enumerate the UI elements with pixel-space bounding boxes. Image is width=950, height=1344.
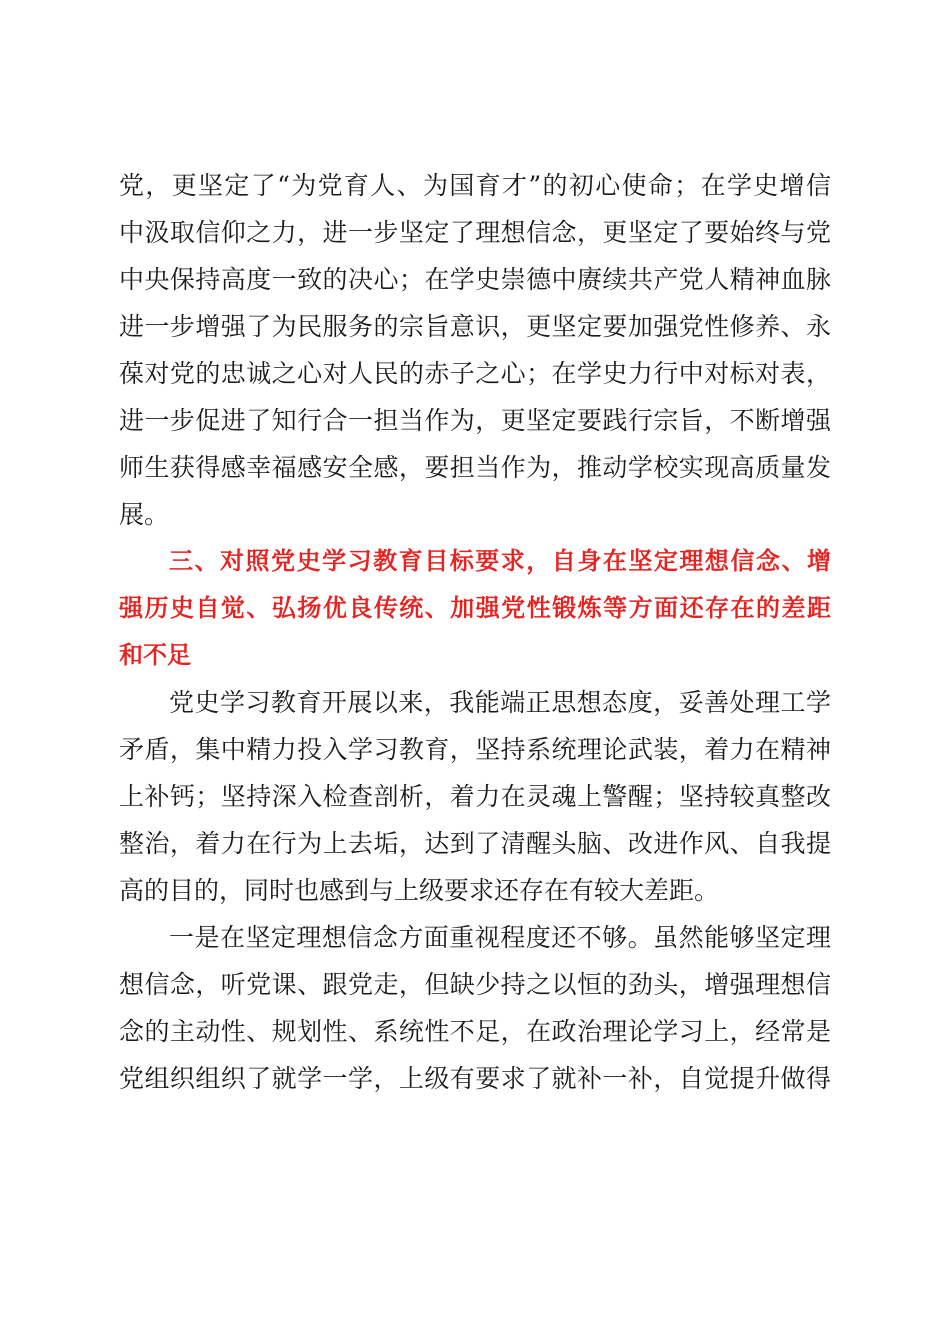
text-line: 党史学习教育开展以来，我能端正思想态度，妥善处理工学 bbox=[169, 688, 831, 717]
text-line: 上补钙；坚持深入检查剖析，着力在灵魂上警醒；坚持较真整改 bbox=[119, 782, 831, 811]
text-line: 展。 bbox=[119, 500, 170, 529]
text-line: 进一步增强了为民服务的宗旨意识，更坚定要加强党性修养、永 bbox=[119, 312, 831, 341]
text-line: 想信念，听党课、跟党走，但缺少持之以恒的劲头，增强理想信 bbox=[119, 970, 831, 999]
text-line: 葆对党的忠诚之心对人民的赤子之心；在学史力行中对标对表， bbox=[119, 359, 831, 388]
paragraph-1 bbox=[119, 162, 831, 538]
text-line: 一是在坚定理想信念方面重视程度还不够。虽然能够坚定理 bbox=[169, 923, 831, 952]
heading-line: 强历史自觉、弘扬优良传统、加强党性锻炼等方面还存在的差距 bbox=[119, 594, 831, 622]
paragraph-3 bbox=[119, 914, 831, 1102]
section-heading-3 bbox=[119, 538, 831, 679]
text-line: 高的目的，同时也感到与上级要求还存在有较大差距。 bbox=[119, 876, 720, 905]
text-line: 念的主动性、规划性、系统性不足，在政治理论学习上，经常是 bbox=[119, 1017, 831, 1046]
text-line: 党，更坚定了“为党育人、为国育才”的初心使命；在学史增信 bbox=[119, 171, 831, 200]
text-line: 师生获得感幸福感安全感，要担当作为，推动学校实现高质量发 bbox=[119, 453, 831, 482]
text-line: 进一步促进了知行合一担当作为，更坚定要践行宗旨，不断增强 bbox=[119, 406, 831, 435]
text-line: 矛盾，集中精力投入学习教育，坚持系统理论武装，着力在精神 bbox=[119, 735, 831, 764]
text-line: 中汲取信仰之力，进一步坚定了理想信念，更坚定了要始终与党 bbox=[119, 218, 831, 247]
text-line: 党组织组织了就学一学，上级有要求了就补一补，自觉提升做得 bbox=[119, 1064, 831, 1093]
heading-line: 和不足 bbox=[119, 641, 191, 669]
document-page bbox=[119, 162, 831, 1102]
heading-line: 三、对照党史学习教育目标要求，自身在坚定理想信念、增 bbox=[169, 547, 831, 575]
paragraph-2 bbox=[119, 679, 831, 914]
text-line: 中央保持高度一致的决心；在学史崇德中赓续共产党人精神血脉 bbox=[119, 265, 831, 294]
text-line: 整治，着力在行为上去垢，达到了清醒头脑、改进作风、自我提 bbox=[119, 829, 831, 858]
